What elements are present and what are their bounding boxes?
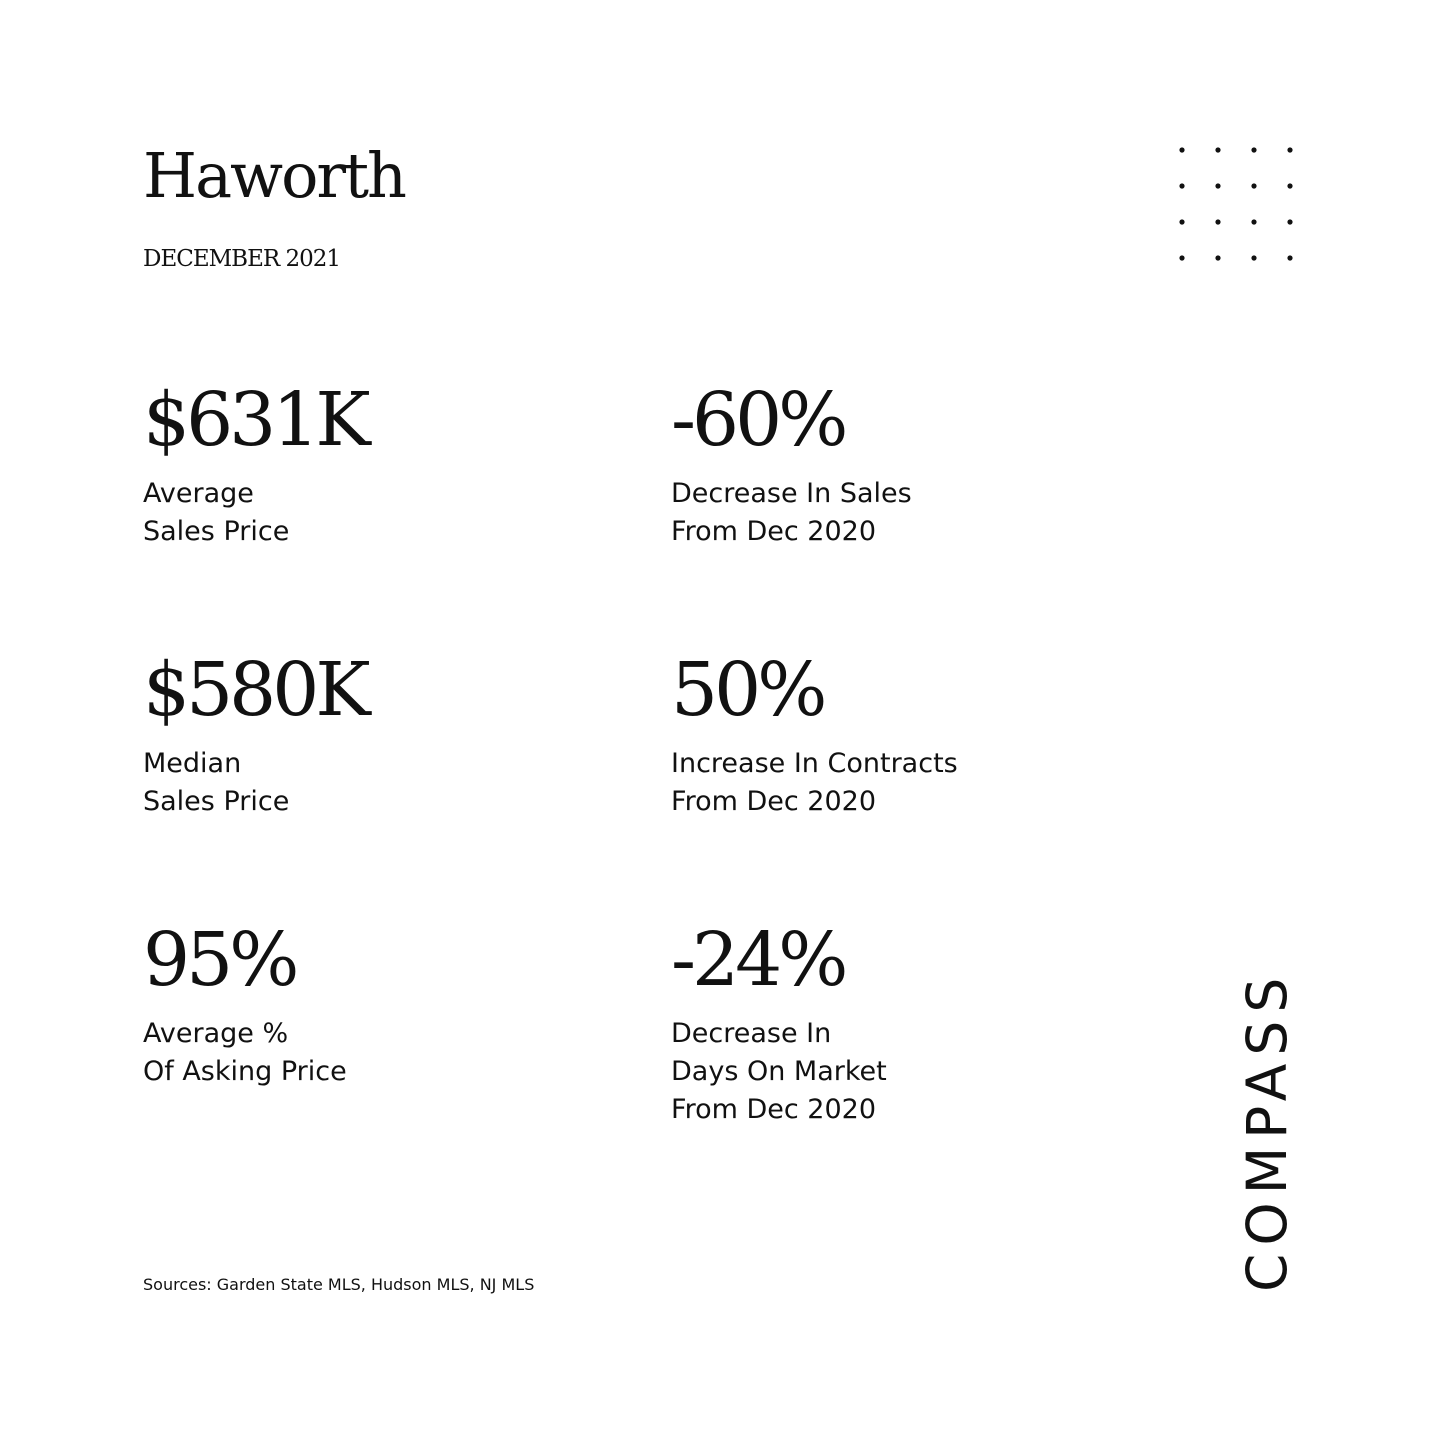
stat-label bbox=[671, 745, 958, 821]
decorative-dot bbox=[1287, 219, 1292, 224]
decorative-dot bbox=[1287, 183, 1292, 188]
decorative-dot bbox=[1179, 183, 1184, 188]
stat-label-line: From Dec 2020 bbox=[671, 786, 877, 817]
decorative-dot bbox=[1251, 147, 1256, 152]
decorative-dot bbox=[1215, 219, 1220, 224]
decorative-dot bbox=[1179, 255, 1184, 260]
stat-value: 50% bbox=[671, 647, 824, 733]
stat-average-sales-price bbox=[143, 377, 367, 551]
stat-label-line: Sales Price bbox=[143, 786, 290, 817]
stat-label-line: From Dec 2020 bbox=[671, 1094, 877, 1125]
stat-label-line: Of Asking Price bbox=[143, 1056, 347, 1087]
stat-average-of-asking bbox=[143, 917, 347, 1091]
stat-label-line: Median bbox=[143, 748, 242, 779]
page-subtitle: DECEMBER 2021 bbox=[143, 246, 341, 272]
stat-label bbox=[143, 475, 367, 551]
stat-label-line: Increase In Contracts bbox=[671, 748, 958, 779]
stat-label-line: Average bbox=[143, 478, 254, 509]
stat-value: $631K bbox=[143, 377, 367, 463]
decorative-dot bbox=[1215, 183, 1220, 188]
stat-label-line: Decrease In bbox=[671, 1018, 832, 1049]
decorative-dot bbox=[1215, 147, 1220, 152]
stat-value: -24% bbox=[671, 917, 845, 1003]
decorative-dot bbox=[1251, 183, 1256, 188]
stat-value: $580K bbox=[143, 647, 367, 733]
stat-label bbox=[671, 475, 912, 551]
dot-grid-decoration bbox=[1176, 144, 1300, 268]
compass-logo: COMPASS bbox=[1235, 969, 1299, 1292]
decorative-dot bbox=[1251, 255, 1256, 260]
stat-value: 95% bbox=[143, 917, 296, 1003]
stat-label bbox=[143, 1015, 347, 1091]
stat-label-line: Sales Price bbox=[143, 516, 290, 547]
decorative-dot bbox=[1179, 219, 1184, 224]
stat-label bbox=[143, 745, 367, 821]
stat-label-line: Average % bbox=[143, 1018, 289, 1049]
stat-median-sales-price bbox=[143, 647, 367, 821]
decorative-dot bbox=[1179, 147, 1184, 152]
page-title: Haworth bbox=[143, 139, 405, 212]
decorative-dot bbox=[1287, 147, 1292, 152]
stat-days-on-market-change bbox=[671, 917, 887, 1129]
stat-label bbox=[671, 1015, 887, 1129]
stat-contracts-change bbox=[671, 647, 958, 821]
stat-sales-change bbox=[671, 377, 912, 551]
decorative-dot bbox=[1287, 255, 1292, 260]
decorative-dot bbox=[1251, 219, 1256, 224]
stat-label-line: Decrease In Sales bbox=[671, 478, 912, 509]
sources-footnote: Sources: Garden State MLS, Hudson MLS, NJ MLS bbox=[143, 1275, 535, 1294]
stat-value: -60% bbox=[671, 377, 845, 463]
decorative-dot bbox=[1215, 255, 1220, 260]
stat-label-line: Days On Market bbox=[671, 1056, 887, 1087]
stat-label-line: From Dec 2020 bbox=[671, 516, 877, 547]
